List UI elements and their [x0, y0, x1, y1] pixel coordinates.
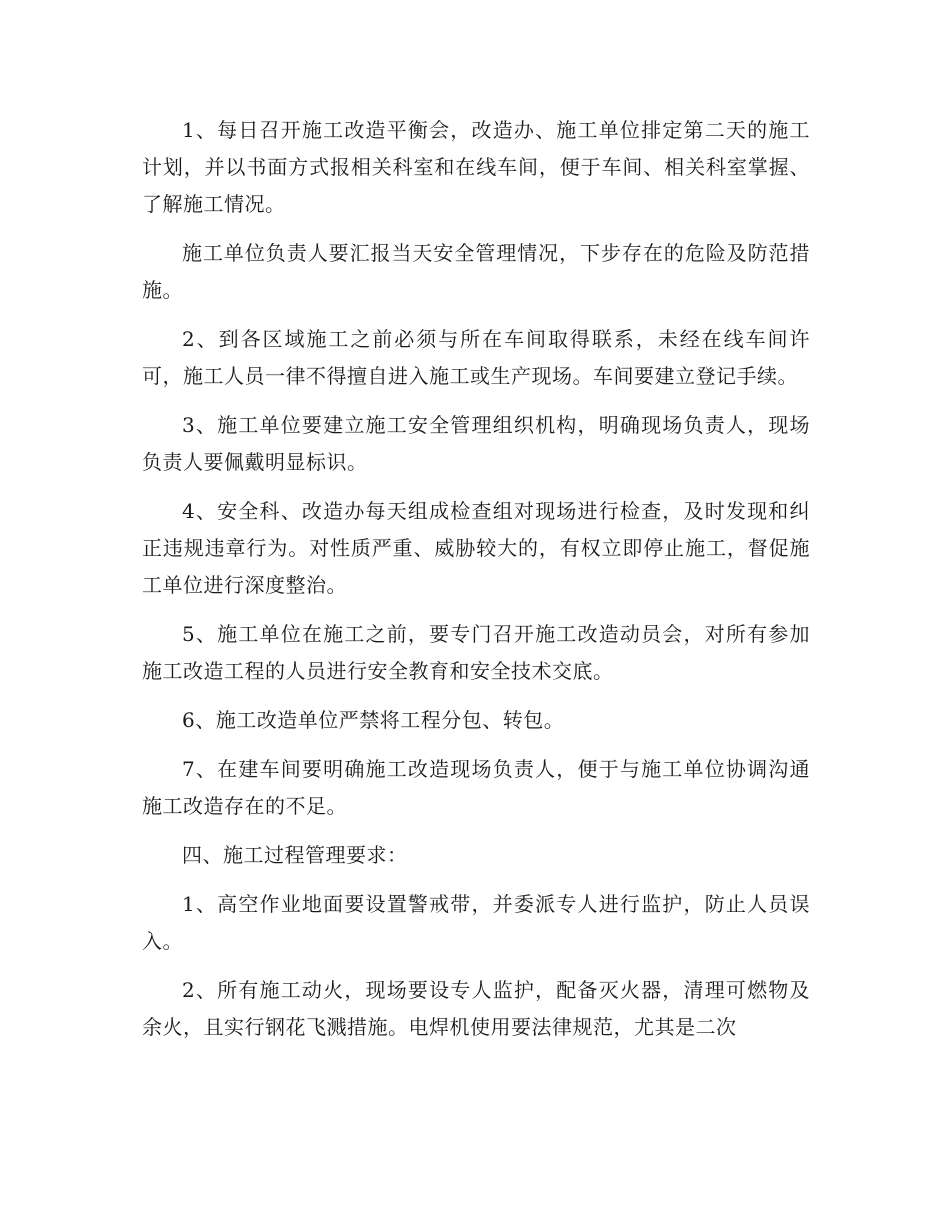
- paragraph-2: 施工单位负责人要汇报当天安全管理情况，下步存在的危险及防范措施。: [142, 241, 810, 302]
- paragraph-4: 3、施工单位要建立施工安全管理组织机构，明确现场负责人，现场负责人要佩戴明显标识。: [142, 413, 810, 474]
- paragraph-6: 5、施工单位在施工之前，要专门召开施工改造动员会，对所有参加施工改造工程的人员进行安全教育和安全技术交底。: [142, 622, 810, 683]
- paragraph-3: 2、到各区域施工之前必须与所在车间取得联系，未经在线车间许可，施工人员一律不得擅自进入施工或生产现场。车间要建立登记手续。: [142, 327, 810, 388]
- section-heading: 四、施工过程管理要求：: [182, 843, 408, 867]
- paragraph-1: 1、每日召开施工改造平衡会，改造办、施工单位排定第二天的施工计划，并以书面方式报相关科室和在线车间，便于车间、相关科室掌握、了解施工情况。: [142, 118, 810, 216]
- paragraph-5: 4、安全科、改造办每天组成检查组对现场进行检查，及时发现和纠正违规违章行为。对性质严重、威胁较大的，有权立即停止施工，督促施工单位进行深度整治。: [142, 499, 810, 597]
- paragraph-9: 1、高空作业地面要设置警戒带，并委派专人进行监护，防止人员误入。: [142, 892, 810, 953]
- paragraph-7: 6、施工改造单位严禁将工程分包、转包。: [182, 708, 565, 732]
- document-body: [142, 112, 810, 1058]
- paragraph-10: 2、所有施工动火，现场要设专人监护，配备灭火器，清理可燃物及余火，且实行钢花飞溅措施。电焊机使用要法律规范，尤其是二次: [142, 978, 810, 1039]
- paragraph-8: 7、在建车间要明确施工改造现场负责人，便于与施工单位协调沟通施工改造存在的不足。: [142, 757, 810, 818]
